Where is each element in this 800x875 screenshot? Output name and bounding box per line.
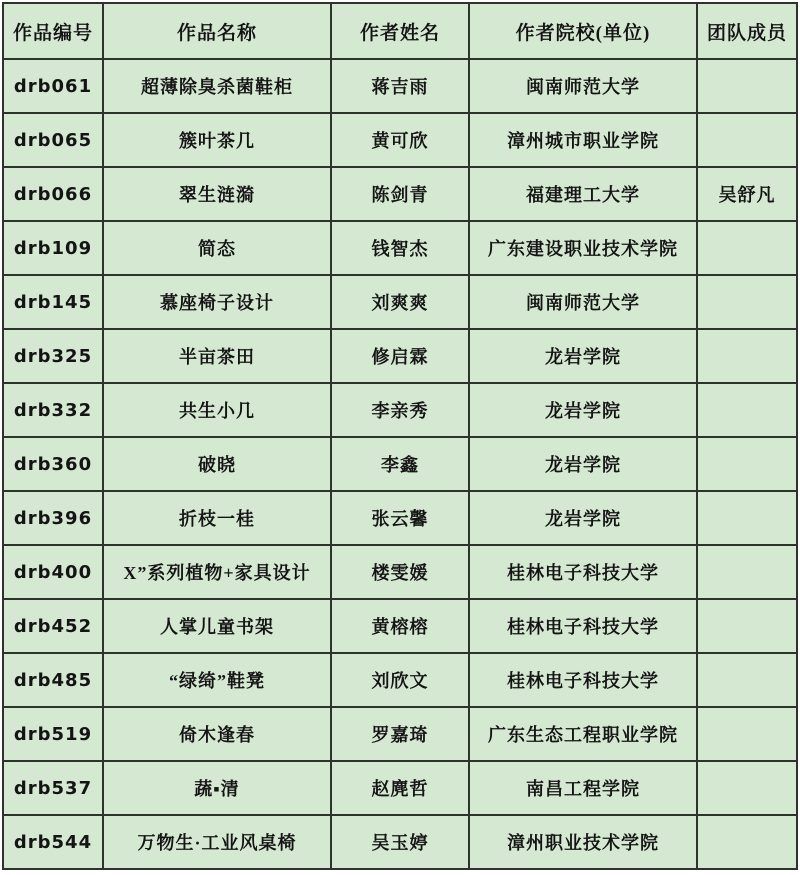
works-table [2,2,798,870]
cell-code: drb400 [3,545,103,599]
cell-author: 楼雯媛 [331,545,469,599]
header-row [3,3,797,59]
table-row [3,383,797,437]
cell-author: 黄可欣 [331,113,469,167]
cell-name: 超薄除臭杀菌鞋柜 [103,59,331,113]
cell-name: 破晓 [103,437,331,491]
table-row [3,113,797,167]
cell-school: 广东建设职业技术学院 [469,221,697,275]
cell-team [697,761,797,815]
cell-code: drb396 [3,491,103,545]
cell-author: 罗嘉琦 [331,707,469,761]
table-row [3,761,797,815]
cell-code: drb485 [3,653,103,707]
table-row [3,437,797,491]
table-row [3,59,797,113]
cell-author: 赵麂哲 [331,761,469,815]
cell-code: drb519 [3,707,103,761]
cell-team [697,491,797,545]
col-header-school: 作者院校(单位) [469,3,697,59]
cell-author: 刘欣文 [331,653,469,707]
cell-team [697,383,797,437]
cell-school: 桂林电子科技大学 [469,653,697,707]
cell-author: 吴玉婷 [331,815,469,869]
cell-school: 龙岩学院 [469,383,697,437]
cell-author: 黄榕榕 [331,599,469,653]
table-row [3,815,797,869]
table-row [3,329,797,383]
cell-team [697,329,797,383]
cell-code: drb537 [3,761,103,815]
table-row [3,653,797,707]
table-body [3,59,797,869]
cell-team: 吴舒凡 [697,167,797,221]
col-header-team: 团队成员 [697,3,797,59]
cell-name: 簇叶茶几 [103,113,331,167]
cell-team [697,707,797,761]
cell-team [697,59,797,113]
cell-team [697,113,797,167]
cell-name: 翠生涟漪 [103,167,331,221]
cell-author: 修启霖 [331,329,469,383]
cell-school: 闽南师范大学 [469,59,697,113]
cell-team [697,815,797,869]
cell-code: drb065 [3,113,103,167]
table-row [3,491,797,545]
cell-school: 龙岩学院 [469,437,697,491]
cell-name: 共生小几 [103,383,331,437]
cell-code: drb332 [3,383,103,437]
cell-author: 李鑫 [331,437,469,491]
cell-author: 蒋吉雨 [331,59,469,113]
cell-name: 简态 [103,221,331,275]
cell-code: drb544 [3,815,103,869]
table-row [3,221,797,275]
cell-name: 半亩茶田 [103,329,331,383]
cell-name: X”系列植物+家具设计 [103,545,331,599]
cell-author: 李亲秀 [331,383,469,437]
cell-team [697,275,797,329]
cell-code: drb066 [3,167,103,221]
table-row [3,599,797,653]
cell-name: 万物生·工业风桌椅 [103,815,331,869]
cell-school: 桂林电子科技大学 [469,599,697,653]
cell-school: 闽南师范大学 [469,275,697,329]
cell-school: 广东生态工程职业学院 [469,707,697,761]
cell-school: 漳州城市职业学院 [469,113,697,167]
col-header-author: 作者姓名 [331,3,469,59]
cell-code: drb325 [3,329,103,383]
cell-code: drb360 [3,437,103,491]
cell-school: 桂林电子科技大学 [469,545,697,599]
cell-code: drb452 [3,599,103,653]
cell-code: drb061 [3,59,103,113]
cell-name: 折枝一桂 [103,491,331,545]
cell-team [697,545,797,599]
cell-team [697,437,797,491]
cell-code: drb145 [3,275,103,329]
cell-name: 慕座椅子设计 [103,275,331,329]
cell-name: 人掌儿童书架 [103,599,331,653]
cell-school: 南昌工程学院 [469,761,697,815]
cell-school: 龙岩学院 [469,491,697,545]
cell-school: 龙岩学院 [469,329,697,383]
col-header-code: 作品编号 [3,3,103,59]
cell-name: “绿绮”鞋凳 [103,653,331,707]
cell-name: 倚木逢春 [103,707,331,761]
cell-team [697,653,797,707]
cell-team [697,221,797,275]
table-row [3,275,797,329]
cell-author: 刘爽爽 [331,275,469,329]
cell-team [697,599,797,653]
cell-author: 钱智杰 [331,221,469,275]
table-row [3,707,797,761]
table-row [3,167,797,221]
cell-author: 张云馨 [331,491,469,545]
cell-code: drb109 [3,221,103,275]
cell-school: 漳州职业技术学院 [469,815,697,869]
table-row [3,545,797,599]
cell-school: 福建理工大学 [469,167,697,221]
cell-author: 陈剑青 [331,167,469,221]
col-header-name: 作品名称 [103,3,331,59]
cell-name: 蔬▪清 [103,761,331,815]
